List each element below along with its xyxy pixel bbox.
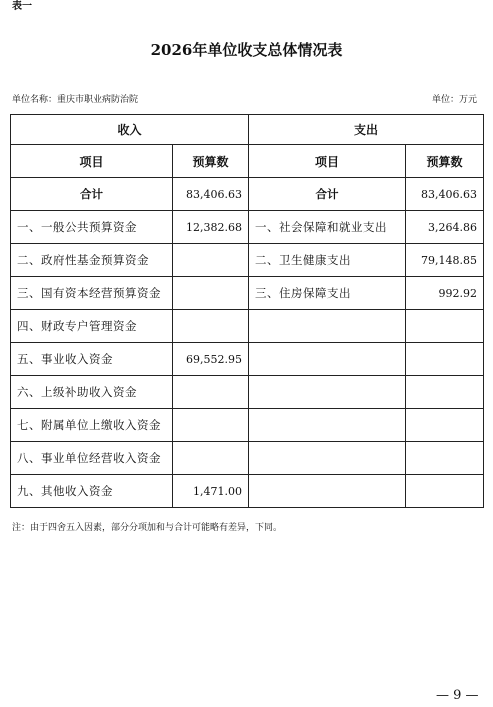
expense-item [249,442,406,475]
table-row [11,442,484,475]
expense-item: 二、卫生健康支出 [249,244,406,277]
income-budget-column-header: 预算数 [173,145,249,178]
table-footnote: 注：由于四舍五入因素，部分分项加和与合计可能略有差异，下同。 [12,523,283,533]
income-item: 八、事业单位经营收入资金 [11,442,173,475]
table-row [11,211,484,244]
income-value [173,310,249,343]
expense-value [406,475,484,508]
expense-item [249,310,406,343]
income-item: 四、财政专户管理资金 [11,310,173,343]
expense-item [249,343,406,376]
expense-item [249,376,406,409]
expense-total-label: 合计 [249,178,406,211]
expense-value: 79,148.85 [406,244,484,277]
organization-name: 单位名称：重庆市职业病防治院 [12,95,139,105]
income-item: 九、其他收入资金 [11,475,173,508]
currency-unit: 单位：万元 [431,95,477,105]
page-title: 2026年单位收支总体情况表 [150,41,343,59]
table-row [11,277,484,310]
expense-item [249,475,406,508]
budget-summary-table [10,114,484,508]
section-header-row [11,115,484,145]
expense-total-value: 83,406.63 [406,178,484,211]
income-item: 七、附属单位上缴收入资金 [11,409,173,442]
table-row [11,244,484,277]
income-value [173,409,249,442]
income-value [173,442,249,475]
income-total-label: 合计 [11,178,173,211]
income-value [173,244,249,277]
table-row [11,343,484,376]
table-row [11,376,484,409]
expense-value [406,376,484,409]
expense-section-header: 支出 [249,115,484,145]
table-row [11,475,484,508]
income-value: 1,471.00 [173,475,249,508]
income-item-column-header: 项目 [11,145,173,178]
column-header-row [11,145,484,178]
income-item: 五、事业收入资金 [11,343,173,376]
expense-value [406,409,484,442]
expense-value [406,310,484,343]
page-number: — 9 — [436,688,479,703]
income-total-value: 83,406.63 [173,178,249,211]
expense-value: 992.92 [406,277,484,310]
table-row [11,409,484,442]
income-value: 69,552.95 [173,343,249,376]
expense-item: 一、社会保障和就业支出 [249,211,406,244]
unit-info-row [12,93,477,107]
income-item: 三、国有资本经营预算资金 [11,277,173,310]
expense-value [406,343,484,376]
expense-value [406,442,484,475]
expense-item [249,409,406,442]
expense-item-column-header: 项目 [249,145,406,178]
expense-value: 3,264.86 [406,211,484,244]
income-value [173,277,249,310]
table-number-label: 表一 [12,1,32,12]
income-item: 六、上级补助收入资金 [11,376,173,409]
income-value: 12,382.68 [173,211,249,244]
table-row [11,310,484,343]
expense-budget-column-header: 预算数 [406,145,484,178]
total-row [11,178,484,211]
income-section-header: 收入 [11,115,249,145]
income-value [173,376,249,409]
income-item: 二、政府性基金预算资金 [11,244,173,277]
income-item: 一、一般公共预算资金 [11,211,173,244]
expense-item: 三、住房保障支出 [249,277,406,310]
